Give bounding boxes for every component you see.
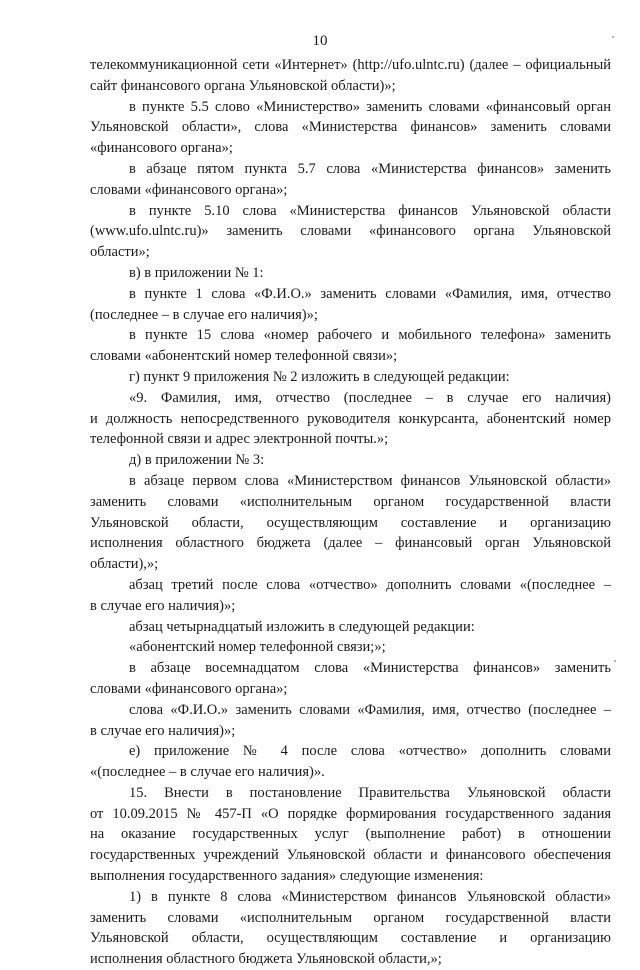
text-line: в пункте 5.10 слова «Министерства финансов Ульяновской области (129, 202, 611, 219)
text-line: Ульяновской области, осуществляющим составление и организацию (90, 930, 611, 947)
text-line: «9. Фамилия, имя, отчество (последнее – в случае его наличия) (129, 389, 611, 406)
text-line: в пункте 5.5 слово «Министерство» заменить словами «финансовый орган (129, 98, 611, 115)
text-line: абзац четырнадцатый изложить в следующей редакции: (129, 618, 475, 635)
text-line: на оказание государственных услуг (выполнение работ) в отношении (90, 826, 611, 843)
text-line: словами «финансового органа»; (90, 181, 288, 198)
text-line: е) приложение № 4 после слова «отчество» дополнить словами (129, 743, 611, 760)
text-line: в) в приложении № 1: (129, 264, 264, 281)
text-line: исполнения областного бюджета (далее – финансовый орган Ульяновской (90, 535, 611, 552)
text-line: г) пункт 9 приложения № 2 изложить в следующей редакции: (129, 368, 510, 385)
text-line: телефонной связи и адрес электронной почты.»; (90, 431, 389, 448)
text-line: (www.ufo.ulntc.ru)» заменить словами «финансового органа Ульяновской (90, 223, 611, 240)
text-line: Ульяновской области», слова «Министерства финансов» заменить словами (90, 119, 611, 136)
scan-speck (612, 36, 614, 38)
scan-speck (614, 660, 616, 662)
text-line: (последнее – в случае его наличия)»; (90, 306, 318, 323)
text-line: заменить словами «исполнительным органом государственной власти (90, 493, 611, 510)
text-line: «(последнее – в случае его наличия)». (90, 764, 325, 781)
text-line: «финансового органа»; (90, 140, 233, 157)
document-body (90, 55, 611, 970)
text-line: в абзаце восемнадцатом слова «Министерства финансов» заменить (129, 660, 611, 677)
text-line: в случае его наличия)»; (90, 597, 236, 614)
text-line: в абзаце первом слова «Министерством финансов Ульяновской области» (129, 472, 611, 489)
text-line: выполнения государственного задания» следующие изменения: (90, 868, 484, 885)
text-line: исполнения областного бюджета Ульяновской области,»; (90, 951, 442, 968)
text-line: области»; (90, 244, 150, 261)
text-line: словами «финансового органа»; (90, 680, 288, 697)
text-line: государственных учреждений Ульяновской области и финансового обеспечения (90, 847, 611, 864)
text-line: д) в приложении № 3: (129, 452, 265, 469)
text-line: заменить словами «исполнительным органом государственной власти (90, 909, 611, 926)
text-line: и должность непосредственного руководителя конкурсанта, абонентский номер (90, 410, 611, 427)
text-line: в абзаце пятом пункта 5.7 слова «Министерства финансов» заменить (129, 160, 611, 177)
text-line: области),»; (90, 556, 159, 573)
text-line: 15. Внести в постановление Правительства Ульяновской области (129, 784, 611, 801)
text-line: в пункте 15 слова «номер рабочего и мобильного телефона» заменить (129, 327, 611, 344)
text-line: телекоммуникационной сети «Интернет» (http://ufo.ulntc.ru) (далее – официальный (90, 57, 611, 73)
page-number: 10 (312, 33, 328, 49)
text-line: «абонентский номер телефонной связи;»; (129, 639, 386, 656)
text-line: абзац третий после слова «отчество» дополнить словами «(последнее – (129, 576, 611, 593)
text-line: Ульяновской области, осуществляющим составление и организацию (90, 514, 611, 531)
text-line: в пункте 1 слова «Ф.И.О.» заменить словами «Фамилия, имя, отчество (129, 285, 611, 302)
text-line: сайт финансового органа Ульяновской области)»; (90, 77, 396, 94)
text-line: в случае его наличия)»; (90, 722, 236, 739)
text-line: словами «абонентский номер телефонной связи»; (90, 348, 398, 365)
text-line: от 10.09.2015 № 457-П «О порядке формирования государственного задания (90, 805, 611, 822)
text-line: 1) в пункте 8 слова «Министерством финансов Ульяновской области» (129, 888, 611, 905)
text-line: слова «Ф.И.О.» заменить словами «Фамилия, имя, отчество (последнее – (129, 701, 611, 718)
